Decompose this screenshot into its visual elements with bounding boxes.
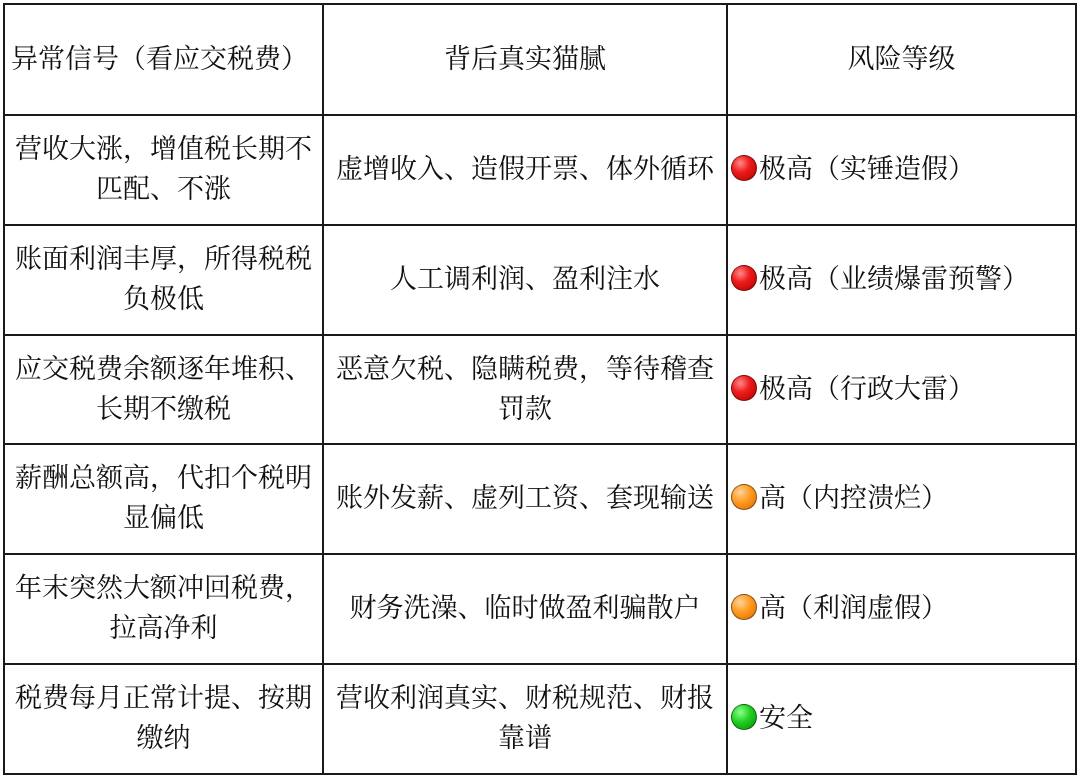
risk-cell <box>727 335 1076 445</box>
reason-cell: 恶意欠税、隐瞒税费，等待稽查罚款 <box>323 335 727 445</box>
table-header-row <box>4 4 1076 115</box>
signal-cell: 账面利润丰厚，所得税税负极低 <box>4 225 323 335</box>
header-abnormal-signal: 异常信号（看应交税费） <box>4 4 323 115</box>
reason-cell: 财务洗澡、临时做盈利骗散户 <box>323 554 727 664</box>
orange-dot-icon <box>731 594 757 620</box>
signal-cell: 年末突然大额冲回税费，拉高净利 <box>4 554 323 664</box>
reason-cell: 人工调利润、盈利注水 <box>323 225 727 335</box>
risk-label: 极高（实锤造假） <box>759 153 975 185</box>
table-row <box>4 225 1076 335</box>
reason-cell: 营收利润真实、财税规范、财报靠谱 <box>323 664 727 774</box>
risk-cell <box>727 225 1076 335</box>
risk-label: 极高（行政大雷） <box>759 373 975 405</box>
signal-cell: 薪酬总额高，代扣个税明显偏低 <box>4 444 323 554</box>
red-dot-icon <box>731 375 757 401</box>
risk-cell <box>727 444 1076 554</box>
risk-cell <box>727 554 1076 664</box>
signal-cell: 应交税费余额逐年堆积、长期不缴税 <box>4 335 323 445</box>
red-dot-icon <box>731 265 757 291</box>
reason-cell: 虚增收入、造假开票、体外循环 <box>323 115 727 225</box>
risk-signal-table <box>3 3 1077 775</box>
green-dot-icon <box>731 704 757 730</box>
signal-cell: 税费每月正常计提、按期缴纳 <box>4 664 323 774</box>
risk-label: 安全 <box>759 703 813 735</box>
risk-label: 高（内控溃烂） <box>759 483 948 515</box>
header-hidden-tricks: 背后真实猫腻 <box>323 4 727 115</box>
signal-cell: 营收大涨，增值税长期不匹配、不涨 <box>4 115 323 225</box>
risk-label: 极高（业绩爆雷预警） <box>759 263 1029 295</box>
table-row <box>4 335 1076 445</box>
table-row <box>4 664 1076 774</box>
table-row <box>4 444 1076 554</box>
orange-dot-icon <box>731 484 757 510</box>
red-dot-icon <box>731 155 757 181</box>
header-risk-level: 风险等级 <box>727 4 1076 115</box>
risk-label: 高（利润虚假） <box>759 593 948 625</box>
risk-cell <box>727 664 1076 774</box>
table-row <box>4 115 1076 225</box>
risk-cell <box>727 115 1076 225</box>
reason-cell: 账外发薪、虚列工资、套现输送 <box>323 444 727 554</box>
table-row <box>4 554 1076 664</box>
